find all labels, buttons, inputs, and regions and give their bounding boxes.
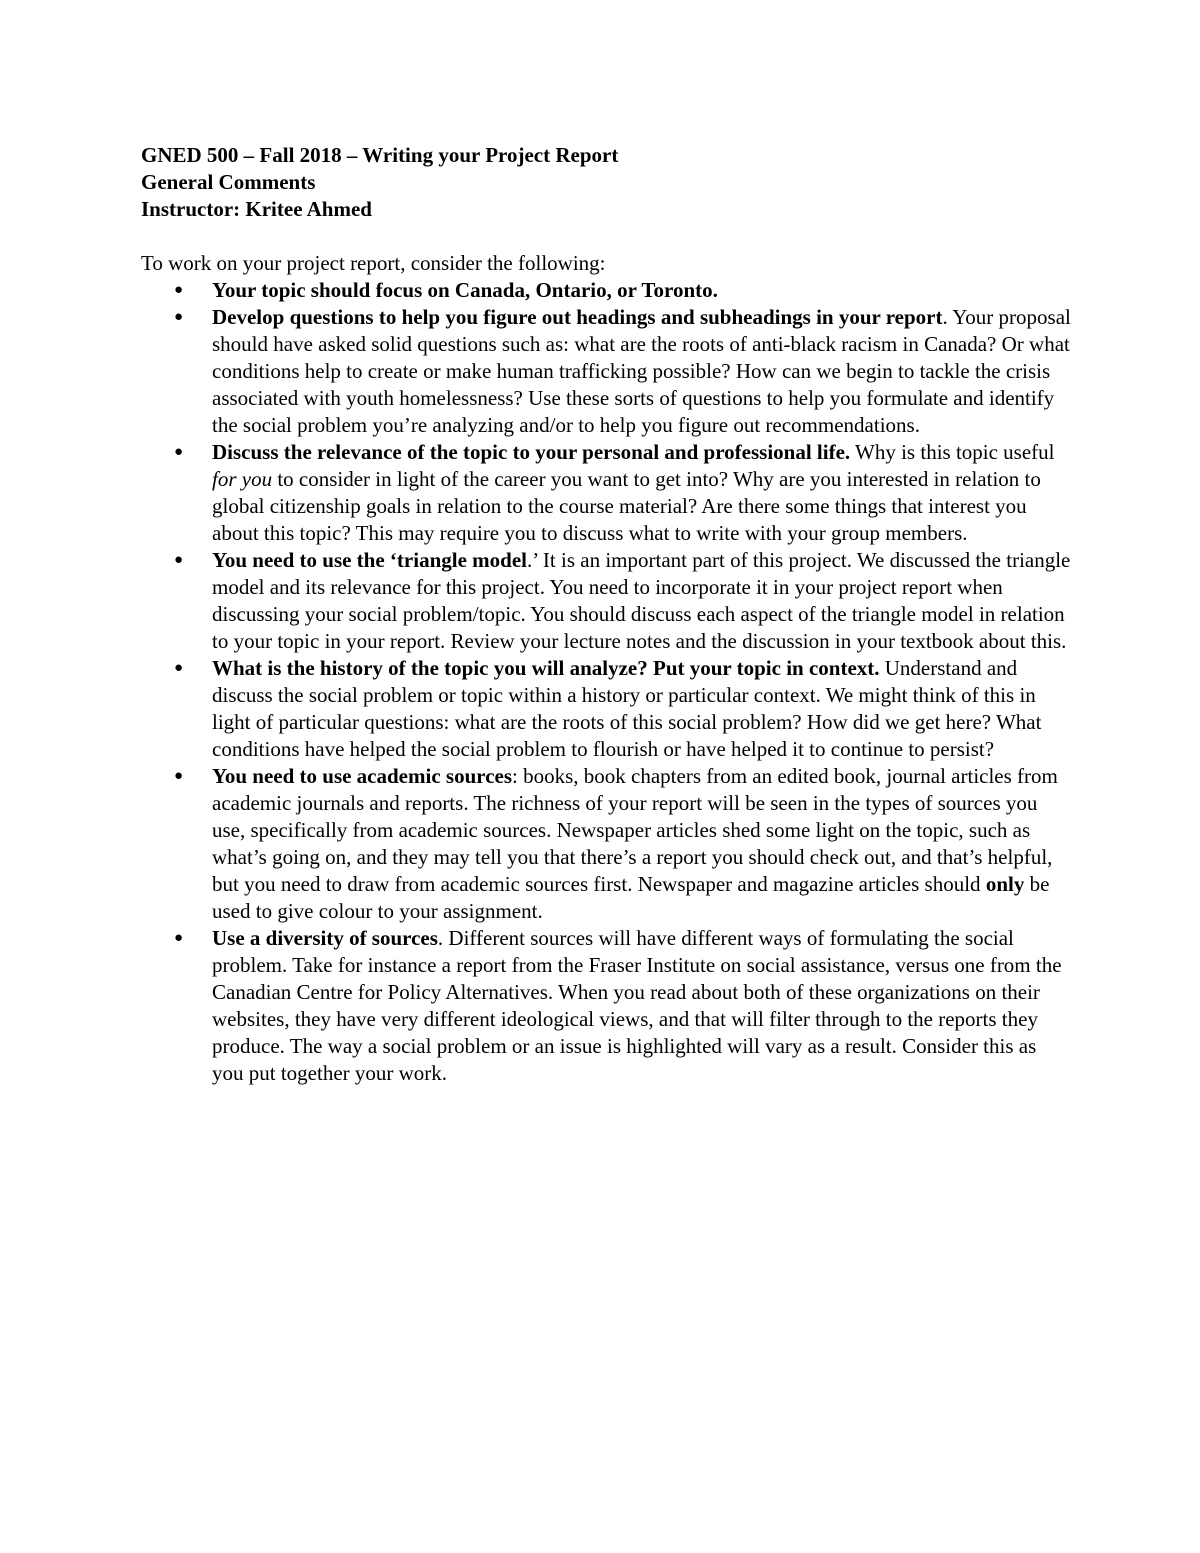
- item-bold-text: You need to use academic sources: [212, 764, 513, 788]
- intro-text: To work on your project report, consider the following:: [141, 251, 606, 275]
- item-bold-text: Discuss the relevance of the topic to your personal and professional life.: [212, 440, 851, 464]
- bullet-icon: ●: [174, 444, 184, 460]
- list-item: [141, 925, 1071, 1087]
- list-item: [141, 277, 1071, 304]
- list-item: [141, 439, 1071, 547]
- item-text-continued: be used to give colour to your assignment.: [212, 872, 1050, 923]
- list-item: [141, 547, 1071, 655]
- item-bold-emphasis: only: [985, 872, 1025, 896]
- item-bold-text: You need to use the ‘triangle model: [212, 548, 527, 572]
- instructor-line: Instructor: Kritee Ahmed: [141, 197, 372, 221]
- item-text: Understand and discuss the social problem or topic within a history or particular context. We might think of this in light of particular questions: what are the roots of this social problem? How did we get here? What conditions have helped the social problem to flourish or have helped it to continue to persist?: [212, 656, 1042, 761]
- document-subtitle: General Comments: [141, 170, 316, 194]
- bullet-icon: ●: [174, 282, 184, 298]
- bullet-icon: ●: [174, 768, 184, 784]
- item-text: .’ It is an important part of this project. We discussed the triangle model and its relevance for this project. You need to incorporate it in your project report when discussing your social problem/topic. You should discuss each aspect of the triangle model in relation to your topic in your report. Review your lecture notes and the discussion in your textbook about this.: [212, 548, 1071, 653]
- list-item: [141, 763, 1071, 925]
- list-item: [141, 304, 1071, 439]
- item-bold-text: Your topic should focus on Canada, Ontario, or Toronto.: [212, 278, 718, 302]
- item-text: . Different sources will have different ways of formulating the social problem. Take for instance a report from the Fraser Institute on social assistance, versus one from the Canadian Centre for Policy Alternatives. When you read about both of these organizations on their websites, they have very different ideological views, and that will filter through to the reports they produce. The way a social problem or an issue is highlighted will vary as a result. Consider this as you put together your work.: [212, 926, 1062, 1085]
- bullet-icon: ●: [174, 309, 184, 325]
- document-title: GNED 500 – Fall 2018 – Writing your Project Report: [141, 143, 619, 167]
- item-bold-text: What is the history of the topic you will analyze? Put your topic in context.: [212, 656, 880, 680]
- item-text: . Your proposal should have asked solid questions such as: what are the roots of anti-black racism in Canada? Or what conditions help to create or make human trafficking possible? How can we begin to tackle the crisis associated with youth homelessness? Use these sorts of questions to help you formulate and identify the social problem you’re analyzing and/or to help you figure out recommendations.: [212, 305, 1071, 437]
- list-item: [141, 655, 1071, 763]
- item-bold-text: Use a diversity of sources: [212, 926, 438, 950]
- item-text: : books, book chapters from an edited book, journal articles from academic journals and reports. The richness of your report will be seen in the types of sources you use, specifically from academic sources. Newspaper articles shed some light on the topic, such as what’s going on, and they may tell you that there’s a report you should check out, and that’s helpful, but you need to draw from academic sources first. Newspaper and magazine articles should: [212, 764, 1058, 896]
- item-text: Why is this topic useful: [850, 440, 1055, 464]
- bullet-icon: ●: [174, 930, 184, 946]
- bullet-icon: ●: [174, 552, 184, 568]
- item-text-continued: to consider in light of the career you want to get into? Why are you interested in relation to global citizenship goals in relation to the course material? Are there some things that interest you about this topic? This may require you to discuss what to write with your group members.: [212, 467, 1041, 545]
- item-italic-text: for you: [212, 467, 273, 491]
- bullet-icon: ●: [174, 660, 184, 676]
- item-bold-text: Develop questions to help you figure out headings and subheadings in your report: [212, 305, 943, 329]
- guidelines-list: [141, 277, 1071, 1087]
- document-page: [141, 142, 1071, 1087]
